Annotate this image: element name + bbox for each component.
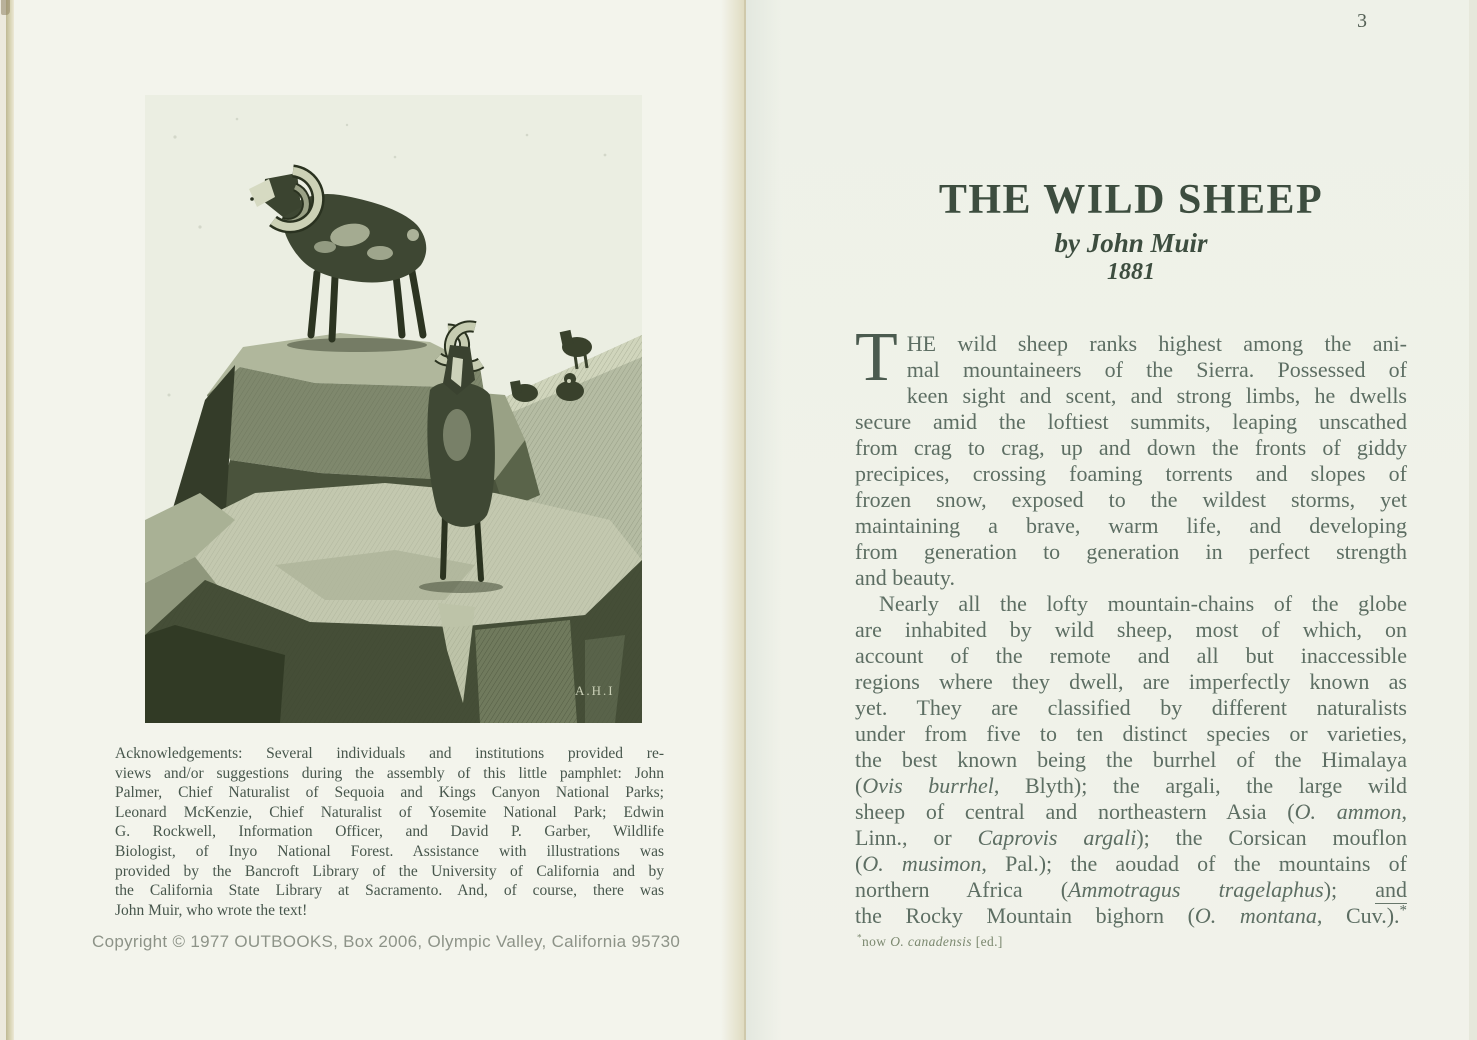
scan-artifact	[1, 0, 10, 15]
text-segment: and beauty.	[855, 565, 955, 590]
text-segment: (	[855, 773, 863, 798]
text-segment: HE wild sheep ranks highest among the ani-	[906, 331, 1407, 356]
text-segment: *	[857, 932, 862, 943]
text-segment: maintaining a brave, warm life, and developing	[855, 513, 1407, 538]
acknowledgement-line: Acknowledgements: Several individuals and institutions provided re-	[115, 745, 664, 762]
publication-year: 1881	[1107, 259, 1155, 285]
text-segment: , Pal.); the aoudad of the mountains of	[981, 851, 1407, 876]
text-line	[855, 487, 1407, 513]
acknowledgement-line: Biologist, of Inyo National Forest. Assistance with illustrations was	[115, 842, 664, 860]
text-segment: from generation to generation in perfect strength	[855, 539, 1407, 564]
text-line	[855, 617, 1407, 643]
text-segment: O. canadensis	[890, 934, 972, 949]
bighorn-sheep-illustration	[145, 95, 642, 723]
text-segment: O. musimon	[862, 851, 982, 876]
text-line	[855, 539, 1407, 565]
gutter-highlight	[746, 0, 782, 1040]
text-segment: and	[1375, 877, 1408, 902]
text-line	[855, 643, 1407, 669]
text-segment: secure amid the loftiest summits, leaping unscathed	[855, 409, 1407, 434]
paragraph	[855, 591, 1407, 929]
text-line	[855, 825, 1407, 851]
page-number: 3	[1357, 10, 1367, 32]
byline: by John Muir	[1054, 228, 1208, 258]
text-segment: , Blyth); the argali, the large wild	[993, 773, 1407, 798]
text-segment: mal mountaineers of the Sierra. Possessed of	[906, 357, 1407, 382]
text-segment: , Cuv.).	[1316, 903, 1400, 928]
acknowledgements-text	[115, 744, 664, 920]
text-segment: Linn., or	[855, 825, 978, 850]
text-line	[855, 747, 1407, 773]
page-edge-strip	[6, 0, 14, 1040]
text-segment: sheep of central and northeastern Asia (	[855, 799, 1295, 824]
text-line	[855, 435, 1407, 461]
page-right	[745, 0, 1477, 1040]
text-segment: account of the remote and all but inaccessible	[855, 643, 1407, 668]
text-line	[855, 409, 1407, 435]
text-segment: ); the Corsican mouflon	[1136, 825, 1407, 850]
text-segment: precipices, crossing foaming torrents and slopes of	[855, 461, 1407, 486]
text-segment: northern Africa (	[855, 877, 1069, 902]
text-line	[855, 695, 1407, 721]
text-line	[855, 331, 1407, 357]
text-segment: the Rocky Mountain bighorn (	[855, 903, 1195, 928]
text-segment: Ammotragus tragelaphus	[1068, 877, 1324, 902]
text-line	[855, 357, 1407, 383]
text-segment: under from five to ten distinct species or varieties,	[855, 721, 1407, 746]
text-segment: yet. They are classified by different naturalists	[855, 695, 1407, 720]
text-segment: [ed.]	[971, 934, 1003, 949]
text-segment: from crag to crag, up and down the fronts of giddy	[855, 435, 1407, 460]
text-line	[855, 513, 1407, 539]
artist-signature: A.H.I	[575, 683, 615, 698]
text-segment: Nearly all the lofty mountain-chains of the globe	[879, 591, 1407, 616]
article-body	[855, 319, 1408, 929]
text-line	[855, 903, 1407, 929]
right-page-edge	[1469, 0, 1477, 1040]
article-title: THE WILD SHEEP	[938, 177, 1324, 223]
text-segment: );	[1323, 877, 1376, 902]
copyright-line: Copyright © 1977 OUTBOOKS, Box 2006, Olympic Valley, California 95730	[92, 932, 681, 951]
acknowledgement-line: Leonard McKenzie, Chief Naturalist of Yosemite National Park; Edwin	[115, 803, 664, 821]
acknowledgement-line: provided by the Bancroft Library of the University of California and by	[115, 862, 664, 880]
text-line	[855, 565, 1407, 591]
text-segment: Ovis burrhel	[862, 773, 994, 798]
text-line	[855, 461, 1407, 487]
paragraph	[855, 319, 1407, 591]
acknowledgement-line: the California State Library at Sacramento. And, of course, there was	[115, 882, 664, 900]
text-segment: O. montana	[1194, 903, 1317, 928]
text-line	[855, 773, 1407, 799]
text-segment: frozen snow, exposed to the wildest storms, yet	[855, 487, 1407, 512]
text-line	[855, 669, 1407, 695]
acknowledgement-line: Palmer, Chief Naturalist of Sequoia and Kings Canyon National Parks;	[115, 784, 664, 802]
text-line	[855, 591, 1407, 617]
text-line	[855, 851, 1407, 877]
text-segment: are inhabited by wild sheep, most of which, on	[855, 617, 1407, 642]
acknowledgement-line: John Muir, who wrote the text!	[115, 901, 308, 919]
engraving-svg	[145, 95, 642, 723]
text-segment: (	[855, 851, 863, 876]
text-segment: now	[862, 934, 891, 949]
text-segment: Caprovis argali	[977, 825, 1137, 850]
text-line	[855, 721, 1407, 747]
acknowledgement-line: G. Rockwell, Information Officer, and David P. Garber, Wildlife	[115, 823, 664, 841]
drop-cap: T	[855, 319, 898, 396]
text-segment: *	[1399, 902, 1407, 919]
text-line	[855, 383, 1407, 409]
gutter-shadow	[721, 0, 745, 1040]
text-segment: O. ammon	[1294, 799, 1402, 824]
text-line	[855, 799, 1407, 825]
text-line	[855, 877, 1407, 903]
text-segment: the best known being the burrhel of the Himalaya	[855, 747, 1407, 772]
acknowledgement-line: views and/or suggestions during the assembly of this little pamphlet: John	[115, 764, 664, 782]
text-segment: keen sight and scent, and strong limbs, he dwells	[906, 383, 1407, 408]
text-segment: ,	[1401, 799, 1407, 824]
text-segment: regions where they dwell, are imperfectly known as	[855, 669, 1407, 694]
footnote	[857, 934, 1003, 950]
